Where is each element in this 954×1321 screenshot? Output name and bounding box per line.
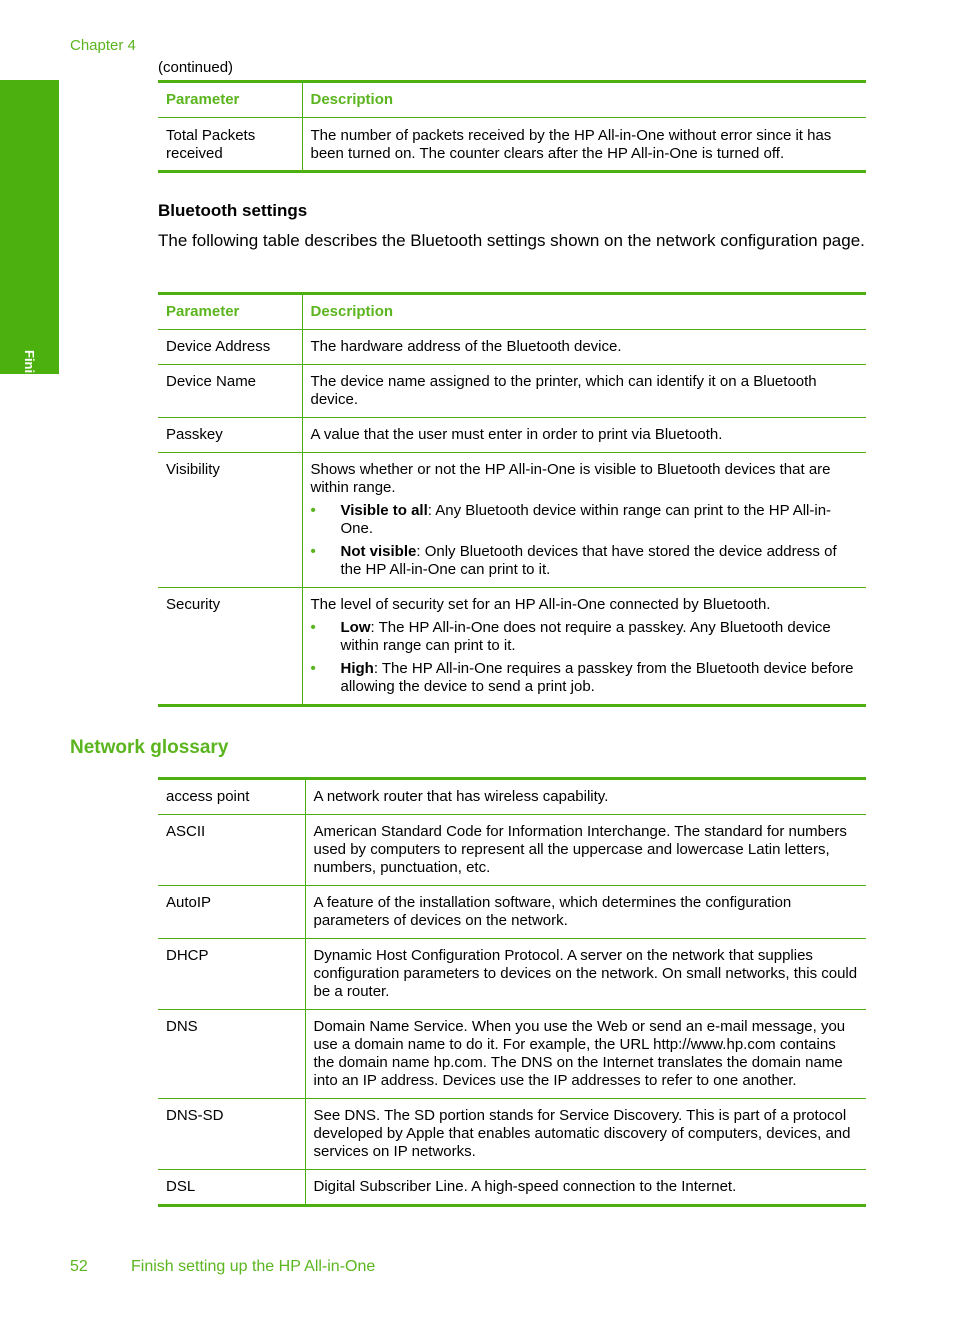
bullet-term: High: [340, 660, 374, 677]
bullet-term: Low: [340, 619, 371, 636]
desc-cell: The hardware address of the Bluetooth device.: [302, 330, 866, 365]
page-number: 52: [70, 1258, 88, 1275]
table-row: [158, 939, 866, 1010]
param-cell: Security: [158, 588, 302, 706]
desc-text: The level of security set for an HP All-in-One connected by Bluetooth.: [310, 596, 771, 613]
term-cell: DHCP: [158, 939, 305, 1010]
table-row: [158, 588, 866, 706]
table-row: [158, 365, 866, 418]
bullet-text: : The HP All-in-One requires a passkey from the Bluetooth device before allowing the device to send a print job.: [340, 660, 854, 695]
table-row: [158, 779, 866, 815]
table-row: [158, 886, 866, 939]
bullet-item: [311, 660, 859, 696]
term-cell: ASCII: [158, 815, 305, 886]
section-intro: The following table describes the Bluetooth settings shown on the network configuration page.: [158, 231, 865, 250]
column-header: Description: [302, 294, 866, 330]
desc-cell: The device name assigned to the printer, which can identify it on a Bluetooth device.: [302, 365, 866, 418]
param-cell: Visibility: [158, 453, 302, 588]
table-row: [158, 418, 866, 453]
def-cell: American Standard Code for Information Interchange. The standard for numbers used by computers to represent all the uppercase and lowercase Latin letters, numbers, punctuation, etc.: [305, 815, 866, 886]
continued-label: (continued): [158, 59, 234, 76]
footer-title: Finish setting up the HP All-in-One: [131, 1258, 376, 1275]
desc-cell: [302, 588, 866, 706]
def-cell: A feature of the installation software, which determines the configuration parameters of devices on the network.: [305, 886, 866, 939]
def-cell: A network router that has wireless capability.: [305, 779, 866, 815]
term-cell: AutoIP: [158, 886, 305, 939]
bullet-text: : The HP All-in-One does not require a passkey. Any Bluetooth device within range can print to it.: [340, 619, 831, 654]
param-cell: Passkey: [158, 418, 302, 453]
column-header: Parameter: [158, 294, 302, 330]
column-header: Parameter: [158, 82, 302, 118]
bullet-text: : Only Bluetooth devices that have stored the device address of the HP All-in-One can print to it.: [340, 543, 837, 578]
side-tab-label: Finish setup: [22, 350, 37, 427]
table-header-row: [158, 82, 866, 118]
table-row: [158, 1010, 866, 1099]
bullet-list: [311, 502, 859, 579]
bullet-item: [311, 619, 859, 655]
column-header: Description: [302, 82, 866, 118]
desc-cell: The number of packets received by the HP All-in-One without error since it has been turned on. The counter clears after the HP All-in-One is turned off.: [302, 118, 866, 172]
glossary-table: [158, 777, 866, 1207]
term-cell: DSL: [158, 1170, 305, 1206]
parameter-table-continued: [158, 80, 866, 173]
desc-cell: A value that the user must enter in order to print via Bluetooth.: [302, 418, 866, 453]
bullet-term: Not visible: [340, 543, 417, 560]
param-cell: Device Name: [158, 365, 302, 418]
bluetooth-table: [158, 292, 866, 707]
term-cell: DNS-SD: [158, 1099, 305, 1170]
bullet-dot-icon: •: [310, 543, 316, 560]
term-cell: DNS: [158, 1010, 305, 1099]
bullet-term: Visible to all: [340, 502, 428, 519]
desc-cell: [302, 453, 866, 588]
def-cell: Domain Name Service. When you use the Web or send an e-mail message, you use a domain name to do it. For example, the URL http://www.hp.com contains the domain name hp.com. The DNS on the Internet translates the domain name into an IP address. Devices use the IP addresses to refer to one another.: [305, 1010, 866, 1099]
table-row: [158, 330, 866, 365]
side-tab: [0, 80, 59, 427]
param-cell: Device Address: [158, 330, 302, 365]
table-row: [158, 1099, 866, 1170]
chapter-label: Chapter 4: [70, 37, 136, 54]
table-header-row: [158, 294, 866, 330]
bullet-list: [311, 619, 859, 696]
bullet-dot-icon: •: [310, 660, 316, 677]
desc-text: Shows whether or not the HP All-in-One is visible to Bluetooth devices that are within range.: [310, 461, 831, 496]
section-heading: Bluetooth settings: [158, 201, 308, 220]
table-row: [158, 815, 866, 886]
bullet-dot-icon: •: [310, 619, 316, 636]
def-cell: See DNS. The SD portion stands for Service Discovery. This is part of a protocol developed by Apple that enables automatic discovery of computers, devices, and services on IP networks.: [305, 1099, 866, 1170]
bullet-item: [311, 543, 859, 579]
def-cell: Digital Subscriber Line. A high-speed connection to the Internet.: [305, 1170, 866, 1206]
bullet-text: : Any Bluetooth device within range can print to the HP All-in-One.: [340, 502, 832, 537]
term-cell: access point: [158, 779, 305, 815]
table-row: [158, 118, 866, 172]
table-row: [158, 1170, 866, 1206]
table-row: [158, 453, 866, 588]
bullet-item: [311, 502, 859, 538]
def-cell: Dynamic Host Configuration Protocol. A server on the network that supplies configuration parameters to devices on the network. On small networks, this could be a router.: [305, 939, 866, 1010]
section-heading: Network glossary: [70, 737, 229, 758]
param-cell: Total Packets received: [158, 118, 302, 172]
bullet-dot-icon: •: [310, 502, 316, 519]
